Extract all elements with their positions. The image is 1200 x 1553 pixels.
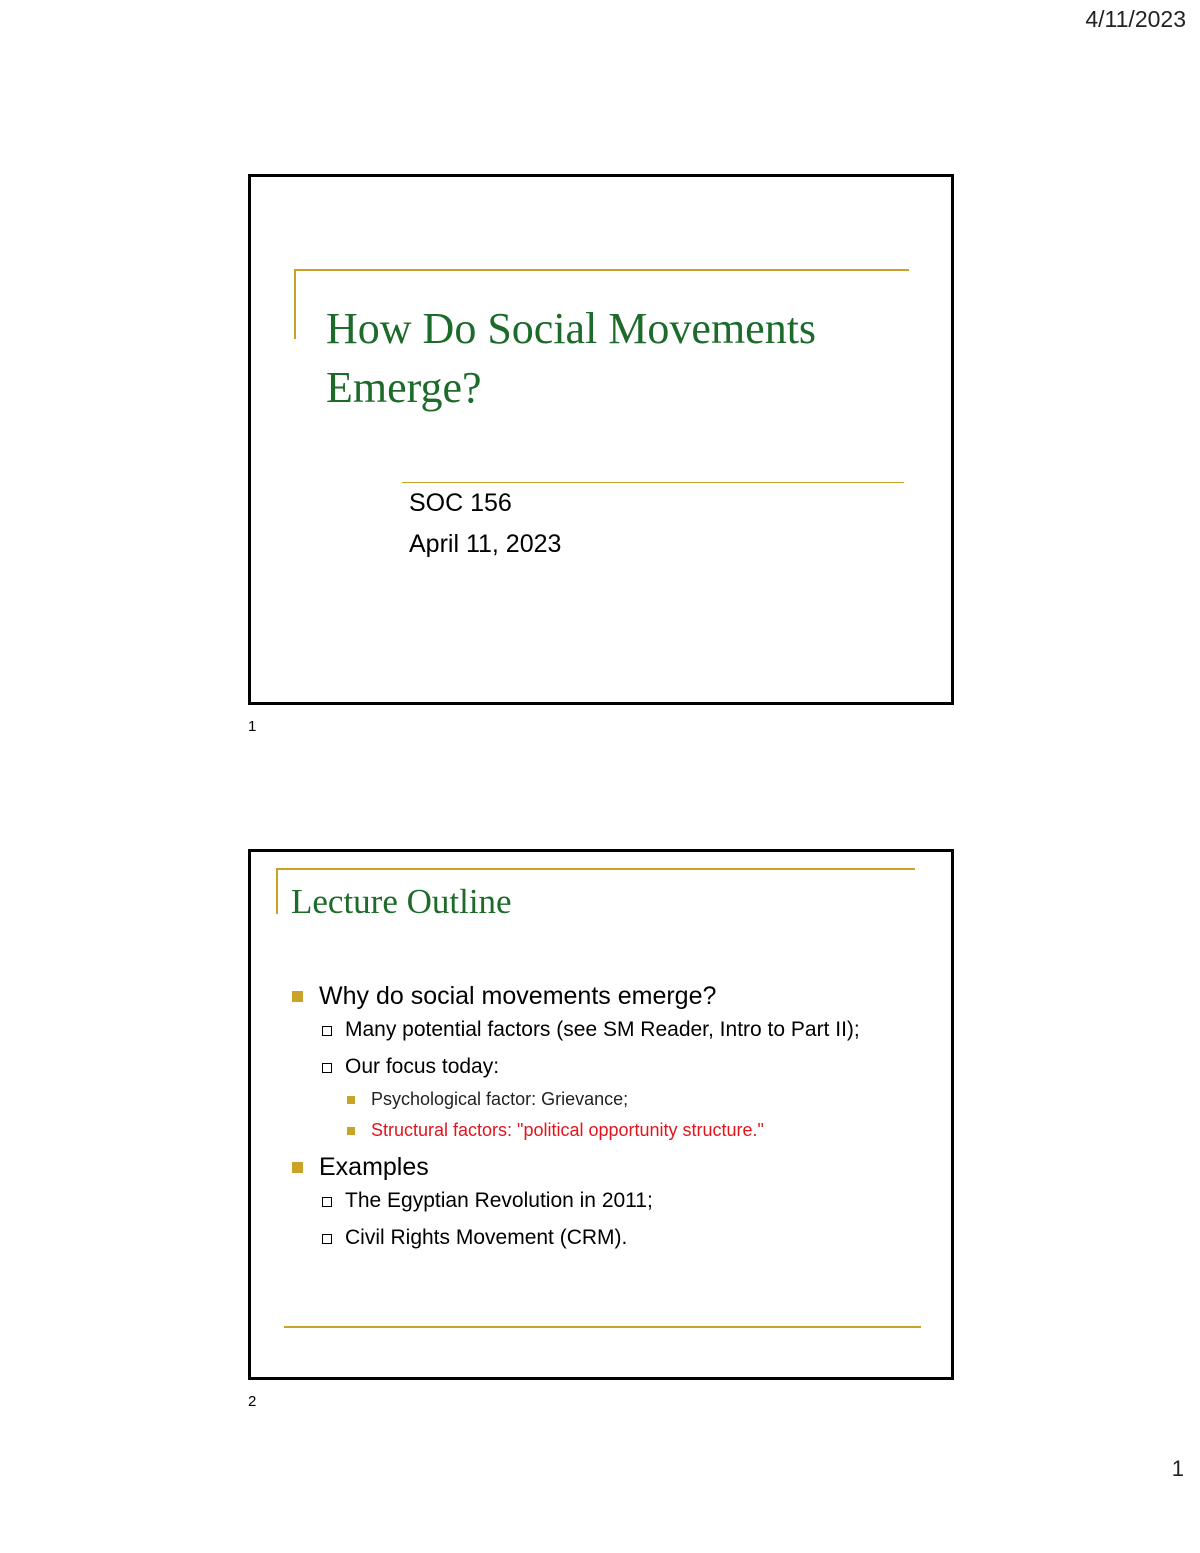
footer-accent-line [284,1326,921,1328]
title-accent-vertical-line [276,868,278,914]
outline-subitem [319,1052,905,1144]
small-square-bullet-icon [347,1096,355,1104]
square-bullet-icon [292,1162,303,1173]
hollow-square-bullet-icon [322,1026,332,1036]
page-number: 1 [1171,1456,1184,1481]
slide-1 [248,174,954,705]
slide-2-number: 2 [248,1393,257,1410]
course-code: SOC 156 [409,489,512,517]
hollow-square-bullet-icon [322,1234,332,1244]
outline-item [289,980,929,1144]
title-accent-line [276,868,915,870]
small-square-bullet-icon [347,1127,355,1135]
outline-subitem [319,1186,905,1216]
slide-1-number: 1 [248,718,257,735]
slide-2-title: Lecture Outline [291,882,512,921]
outline-subitem-text: Civil Rights Movement (CRM). [345,1226,628,1249]
outline-subitem-text: Our focus today: [345,1055,500,1078]
square-bullet-icon [292,991,303,1002]
outline-subsubitem-text: Psychological factor: Grievance; [371,1089,629,1109]
slide-2 [248,849,954,1380]
outline-subsubitem-text: Structural factors: "political opportunity structure." [371,1120,764,1140]
hollow-square-bullet-icon [322,1063,332,1073]
outline-item-text: Why do social movements emerge? [319,982,717,1010]
hollow-square-bullet-icon [322,1197,332,1207]
title-accent-line [294,269,909,271]
outline-subitem-text: The Egyptian Revolution in 2011; [345,1189,653,1212]
outline-item-text: Examples [319,1153,429,1181]
outline-subitem [319,1223,905,1253]
lecture-outline-list [289,980,929,1260]
outline-item [289,1151,929,1253]
outline-sublist [319,1015,929,1144]
outline-subsubitem [345,1086,905,1113]
outline-subsubitem-highlighted [345,1117,905,1144]
slide-1-subtitle [409,483,561,565]
outline-sublist [319,1186,929,1253]
page-date: 4/11/2023 [1085,6,1186,32]
outline-subitem [319,1015,905,1045]
title-accent-vertical-line [294,269,296,339]
outline-subitem-text: Many potential factors (see SM Reader, Intro to Part II); [345,1018,860,1041]
slide-1-title: How Do Social Movements Emerge? [326,304,817,412]
lecture-date: April 11, 2023 [409,530,562,558]
outline-subsublist [345,1086,905,1144]
